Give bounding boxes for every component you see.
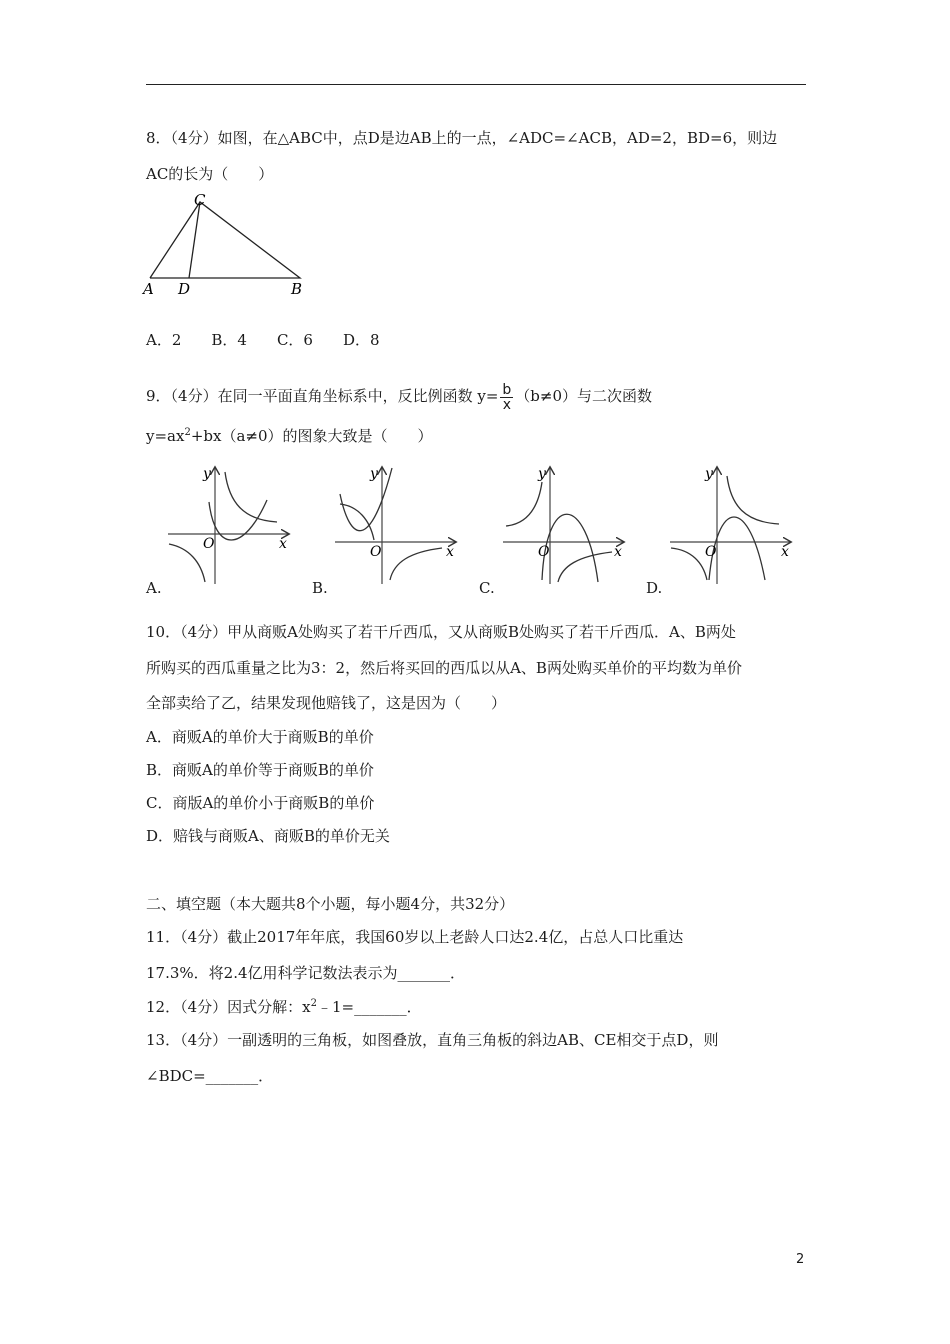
- q8-options: A．2 B．4 C．6 D．8: [146, 331, 380, 349]
- section2-title: 二、填空题（本大题共8个小题，每小题4分，共32分）: [146, 895, 515, 913]
- q13-text-line1: 13．（4分）一副透明的三角板，如图叠放，直角三角板的斜边AB、CE相交于点D，则: [146, 1031, 719, 1049]
- q12-text: [146, 997, 422, 1017]
- q13-text-line2: ∠BDC=_______．: [146, 1067, 274, 1085]
- q10-option-d: D．赔钱与商贩A、商贩B的单价无关: [146, 827, 390, 845]
- svg-text:x: x: [446, 544, 454, 560]
- graph-label-b: B.: [312, 579, 328, 597]
- page-number: 2: [796, 1252, 805, 1267]
- svg-text:y: y: [538, 466, 546, 482]
- q12-post: ﹣1=_______．: [316, 998, 422, 1016]
- label-c: C: [194, 191, 206, 209]
- q10-text-line1: 10．（4分）甲从商贩A处购买了若干斤西瓜，又从商贩B处购买了若干斤西瓜．A、B两处: [146, 623, 736, 641]
- label-b: B: [291, 280, 303, 298]
- svg-text:O: O: [705, 544, 717, 560]
- q9-fraction: [500, 383, 513, 412]
- graph-option-d: [665, 462, 795, 587]
- q11-text-line1: 11．（4分）截止2017年年底，我国60岁以上老龄人口达2.4亿，占总人口比重达: [146, 928, 684, 946]
- q10-option-b: B．商贩A的单价等于商贩B的单价: [146, 761, 374, 779]
- q10-text-line3: 全部卖给了乙，结果发现他赔钱了，这是因为（ ）: [146, 694, 507, 712]
- q10-option-a: A．商贩A的单价大于商贩B的单价: [146, 728, 374, 746]
- svg-text:O: O: [203, 536, 215, 552]
- q11-text-line2: 17.3%．将2.4亿用科学记数法表示为_______．: [146, 964, 466, 982]
- label-d: D: [178, 280, 191, 298]
- q9-post: （b≠0）与二次函数: [515, 387, 653, 405]
- graph-label-a: A.: [146, 579, 162, 597]
- q9-line2-post: +bx（a≠0）的图象大致是（ ）: [190, 427, 433, 445]
- graph-option-c: [498, 462, 628, 587]
- graph-label-d: D.: [646, 579, 663, 597]
- svg-text:O: O: [538, 544, 550, 560]
- q12-sup: 2: [310, 998, 317, 1009]
- svg-text:y: y: [705, 466, 713, 482]
- svg-text:y: y: [203, 466, 211, 482]
- graph-option-a: [163, 462, 293, 587]
- header-rule: [146, 84, 806, 85]
- q9-text-line2: [146, 426, 433, 446]
- q8-text-line2: AC的长为（ ）: [146, 165, 274, 183]
- graph-option-b: [330, 462, 460, 587]
- svg-text:x: x: [781, 544, 789, 560]
- q12-pre: 12．（4分）因式分解：x: [146, 998, 311, 1016]
- label-a: A: [143, 280, 154, 298]
- q10-option-c: C．商版A的单价小于商贩B的单价: [146, 794, 375, 812]
- q9-frac-den: x: [502, 396, 511, 413]
- q8-text-line1: 8．（4分）如图，在△ABC中，点D是边AB上的一点，∠ADC=∠ACB，AD=2，BD=6，则边: [146, 129, 778, 147]
- q10-text-line2: 所购买的西瓜重量之比为3：2，然后将买回的西瓜以从A、B两处购买单价的平均数为单价: [146, 659, 742, 677]
- svg-text:x: x: [614, 544, 622, 560]
- q9-frac-num: b: [502, 381, 512, 398]
- svg-text:O: O: [370, 544, 382, 560]
- q9-pre: 9．（4分）在同一平面直角坐标系中，反比例函数 y=: [146, 387, 499, 405]
- q9-line2-sup: 2: [184, 427, 191, 438]
- triangle-abc-figure: [140, 190, 310, 300]
- svg-text:y: y: [370, 466, 378, 482]
- graph-label-c: C.: [479, 579, 495, 597]
- q9-text-line1: [146, 382, 806, 412]
- svg-text:x: x: [279, 536, 287, 552]
- q9-line2-pre: y=ax: [146, 427, 185, 445]
